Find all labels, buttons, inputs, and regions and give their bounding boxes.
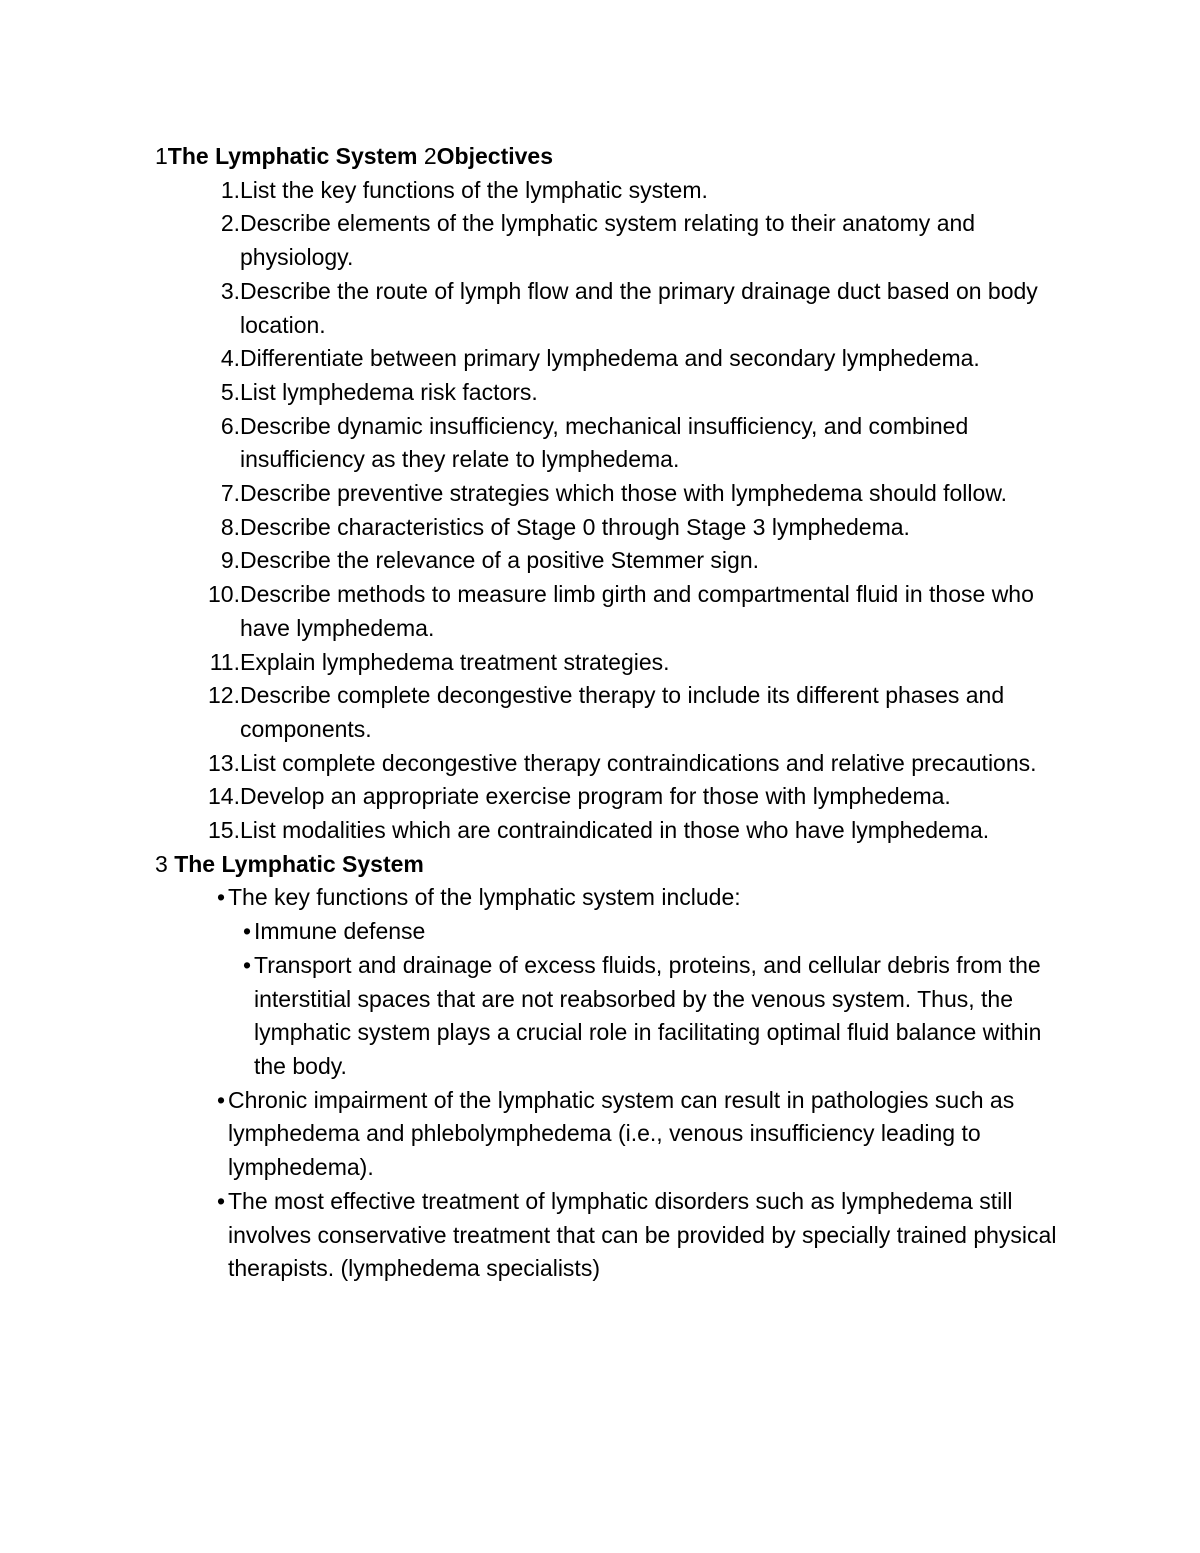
objective-item: [208, 679, 1075, 746]
objective-text: Differentiate between primary lymphedema and secondary lymphedema.: [240, 345, 980, 372]
objective-number: 15.: [208, 817, 240, 844]
bullet-mark: •: [217, 884, 226, 911]
slide-number-1: 1: [155, 143, 168, 169]
objective-item: [217, 511, 1075, 545]
objective-item: [209, 646, 1075, 680]
objective-text: Describe characteristics of Stage 0 through Stage 3 lymphedema.: [240, 513, 910, 540]
bullet-treatment: [217, 1185, 1075, 1286]
objective-number: 5.: [220, 378, 240, 405]
function-item: [243, 949, 1075, 1084]
function-sublist: [228, 915, 1075, 1084]
slide-title-2: Objectives: [436, 143, 553, 169]
bullet-text: Chronic impairment of the lymphatic system can result in pathologies such as lymphedema and phlebolymphedema (i.e., venous insufficiency leading to lymphedema).: [228, 1086, 1015, 1181]
objective-number: 8.: [220, 513, 240, 540]
objective-item: [208, 578, 1075, 645]
slide-number-2: 2: [423, 143, 437, 169]
objective-text: Describe the route of lymph flow and the primary drainage duct based on body location.: [240, 277, 1038, 338]
objective-number: 3.: [220, 277, 240, 304]
bullet-key-functions: [217, 881, 1075, 1083]
bullet-mark: •: [243, 951, 252, 978]
objective-text: List lymphedema risk factors.: [240, 378, 538, 405]
bullet-mark: •: [243, 918, 252, 945]
objective-text: List the key functions of the lymphatic system.: [240, 176, 708, 203]
function-item: [243, 915, 1075, 949]
objective-item: [208, 747, 1075, 781]
bullet-text: The most effective treatment of lymphatic disorders such as lymphedema still involves conservative treatment that can be provided by specially trained physical therapists. (lymphedema specialists): [228, 1187, 1057, 1282]
objective-text: Develop an appropriate exercise program for those with lymphedema.: [240, 783, 951, 810]
objective-number: 11.: [209, 648, 240, 675]
bullet-mark: •: [217, 1086, 226, 1113]
objective-item: [217, 410, 1075, 477]
objective-item: [217, 275, 1075, 342]
objective-item: [208, 780, 1075, 814]
objective-number: 6.: [220, 412, 240, 439]
objective-text: Describe dynamic insufficiency, mechanical insufficiency, and combined insufficiency as they relate to lymphedema.: [240, 412, 969, 473]
objective-text: Describe elements of the lymphatic system relating to their anatomy and physiology.: [240, 210, 976, 271]
bullet-mark: •: [217, 1187, 226, 1214]
objective-text: List modalities which are contraindicated in those who have lymphedema.: [240, 817, 990, 844]
objective-item: [217, 342, 1075, 376]
objective-text: List complete decongestive therapy contraindications and relative precautions.: [240, 749, 1037, 776]
objective-number: 14.: [208, 783, 240, 810]
objective-text: Explain lymphedema treatment strategies.: [240, 648, 670, 675]
heading-slide-3: [155, 848, 1075, 882]
objective-item: [217, 477, 1075, 511]
objective-item: [217, 544, 1075, 578]
objective-text: Describe preventive strategies which those with lymphedema should follow.: [240, 480, 1008, 507]
objective-item: [217, 174, 1075, 208]
heading-slide-1-2: [155, 140, 1075, 174]
objective-number: 2.: [220, 210, 240, 237]
objective-number: 9.: [220, 547, 240, 574]
objective-number: 12.: [208, 682, 240, 709]
objectives-list: [155, 174, 1075, 848]
objective-number: 1.: [220, 176, 240, 203]
slide-title-1: The Lymphatic System: [167, 143, 418, 169]
bullet-text: The key functions of the lymphatic system include:: [228, 884, 741, 911]
slide-number-3: 3: [155, 850, 168, 877]
objective-item: [217, 376, 1075, 410]
objective-item: [217, 207, 1075, 274]
document-content: [155, 140, 1075, 1286]
objective-text: Describe methods to measure limb girth and compartmental fluid in those who have lymphedema.: [240, 581, 1034, 641]
objective-text: Describe the relevance of a positive Stemmer sign.: [240, 547, 760, 574]
objective-text: Describe complete decongestive therapy to include its different phases and components.: [240, 682, 1005, 742]
objective-number: 4.: [220, 345, 240, 372]
objective-item: [208, 814, 1075, 848]
function-text: Transport and drainage of excess fluids, proteins, and cellular debris from the interstitial spaces that are not reabsorbed by the venous system. Thus, the lymphatic system plays a crucial role in facilitating optimal fluid balance within the body.: [254, 951, 1042, 1079]
bullet-chronic: [217, 1084, 1075, 1185]
function-text: Immune defense: [254, 918, 426, 945]
slide-title-3: The Lymphatic System: [174, 850, 424, 877]
lymphatic-bullets: [155, 881, 1075, 1285]
objective-number: 10.: [208, 581, 240, 608]
objective-number: 7.: [220, 480, 240, 507]
objective-number: 13.: [208, 749, 240, 776]
